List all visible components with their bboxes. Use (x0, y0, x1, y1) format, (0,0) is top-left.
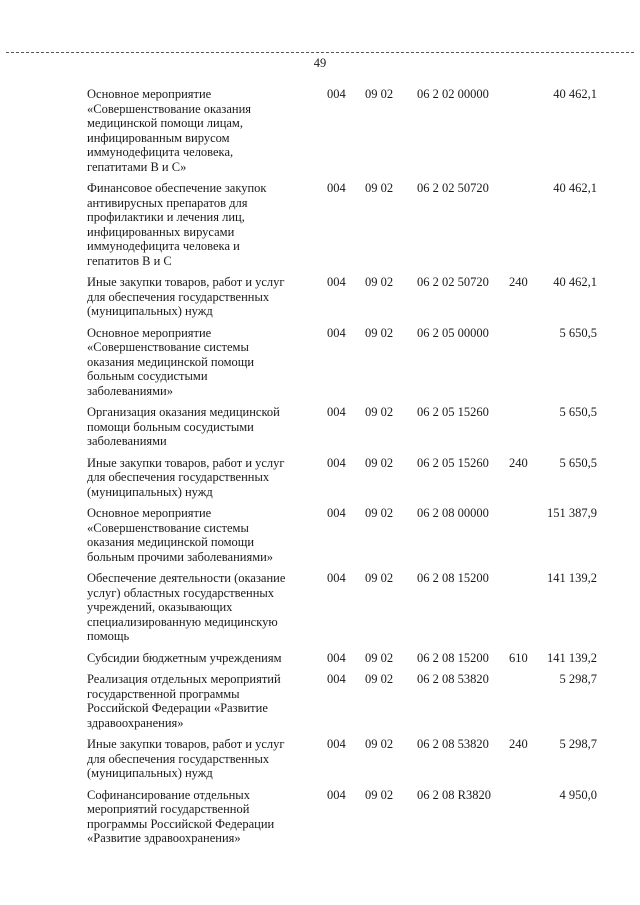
row-ved-code: 004 (327, 181, 346, 195)
row-ved-code: 004 (327, 275, 346, 289)
row-section-code: 09 02 (365, 787, 394, 802)
row-name: Иные закупки товаров, работ и услуг для обеспечения государственных (муниципальных) нужд (87, 455, 285, 499)
row-sum: 40 462,1 (553, 181, 597, 195)
row-ved-code: 004 (327, 87, 346, 101)
budget-table (87, 87, 607, 853)
row-ved-code: 004 (327, 325, 346, 340)
row-expense-type-code (509, 405, 539, 456)
row-sum: 5 650,5 (559, 325, 597, 340)
row-sum: 5 650,5 (559, 455, 597, 470)
row-ved-code: 004 (327, 737, 346, 751)
table-row (87, 456, 607, 507)
row-section-code: 09 02 (365, 506, 394, 520)
row-section-code: 09 02 (365, 571, 394, 585)
row-sum: 5 650,5 (559, 405, 597, 419)
row-expense-type-code: 240 (509, 275, 528, 289)
row-expense-type-code (509, 87, 539, 181)
row-name: Организация оказания медицинской помощи больным сосудистыми заболеваниями (87, 405, 280, 448)
row-section-code: 09 02 (365, 275, 394, 289)
budget-table-body (87, 87, 607, 853)
row-sum: 141 139,2 (547, 571, 597, 585)
row-name: Основное мероприятие «Совершенствование системы оказания медицинской помощи больным сосудистыми заболеваниями» (87, 325, 255, 398)
row-sum: 40 462,1 (553, 275, 597, 289)
row-name: Иные закупки товаров, работ и услуг для обеспечения государственных (муниципальных) нужд (87, 737, 285, 780)
row-name: Реализация отдельных мероприятий государственной программы Российской Федерации «Развитие здравоохранения» (87, 672, 281, 730)
row-name: Субсидии бюджетным учреждениям (87, 650, 282, 665)
row-target-article-code: 06 2 02 50720 (417, 181, 489, 195)
row-ved-code: 004 (327, 455, 346, 470)
row-ved-code: 004 (327, 787, 346, 802)
table-row (87, 737, 607, 788)
row-name: Основное мероприятие «Совершенствование оказания медицинской помощи лицам, инфицированным вирусом иммунодефицита человека, гепатитами В и С» (87, 87, 252, 174)
row-expense-type-code (509, 788, 539, 853)
row-ved-code: 004 (327, 650, 346, 665)
row-sum: 4 950,0 (559, 787, 597, 802)
row-section-code: 09 02 (365, 325, 394, 340)
row-target-article-code: 06 2 05 15260 (417, 455, 489, 470)
table-row (87, 651, 607, 673)
table-row (87, 275, 607, 326)
row-ved-code: 004 (327, 672, 346, 686)
row-section-code: 09 02 (365, 87, 394, 101)
row-target-article-code: 06 2 08 53820 (417, 737, 489, 751)
row-target-article-code: 06 2 08 15200 (417, 650, 489, 665)
table-row (87, 87, 607, 181)
row-ved-code: 004 (327, 571, 346, 585)
row-expense-type-code (509, 672, 539, 737)
row-target-article-code: 06 2 08 00000 (417, 506, 489, 520)
table-row (87, 571, 607, 651)
row-expense-type-code: 240 (509, 455, 528, 470)
table-row (87, 788, 607, 853)
row-sum: 141 139,2 (547, 650, 597, 665)
row-sum: 151 387,9 (547, 506, 597, 520)
row-target-article-code: 06 2 08 53820 (417, 672, 489, 686)
row-expense-type-code (509, 506, 539, 571)
row-expense-type-code: 240 (509, 737, 528, 751)
row-section-code: 09 02 (365, 650, 394, 665)
row-section-code: 09 02 (365, 405, 394, 419)
table-row (87, 672, 607, 737)
row-expense-type-code: 610 (509, 650, 528, 665)
row-ved-code: 004 (327, 405, 346, 419)
row-section-code: 09 02 (365, 181, 394, 195)
row-target-article-code: 06 2 08 15200 (417, 571, 489, 585)
table-row (87, 506, 607, 571)
row-ved-code: 004 (327, 506, 346, 520)
row-name: Финансовое обеспечение закупок антивирусных препаратов для профилактики и лечения лиц, инфицированных вирусами иммунодефицита человека и гепатитов В и С (87, 181, 267, 268)
row-section-code: 09 02 (365, 455, 394, 470)
row-name: Иные закупки товаров, работ и услуг для обеспечения государственных (муниципальных) нужд (87, 275, 285, 318)
row-section-code: 09 02 (365, 737, 394, 751)
row-sum: 40 462,1 (553, 87, 597, 101)
row-name: Основное мероприятие «Совершенствование системы оказания медицинской помощи больным прочими заболеваниями» (87, 506, 274, 564)
table-row (87, 181, 607, 275)
row-expense-type-code (509, 571, 539, 651)
row-expense-type-code (509, 181, 539, 275)
row-name: Обеспечение деятельности (оказание услуг) областных государственных учреждений, оказывающих специализированную медицинскую помощь (87, 571, 286, 643)
row-name: Софинансирование отдельных мероприятий государственной программы Российской Федерации «Развитие здравоохранения» (87, 787, 275, 845)
row-target-article-code: 06 2 05 15260 (417, 405, 489, 419)
table-row (87, 405, 607, 456)
dashed-separator-line (6, 52, 634, 53)
table-row (87, 326, 607, 406)
row-sum: 5 298,7 (559, 737, 597, 751)
row-target-article-code: 06 2 02 50720 (417, 275, 489, 289)
row-target-article-code: 06 2 08 R3820 (417, 787, 491, 802)
row-target-article-code: 06 2 02 00000 (417, 87, 489, 101)
row-sum: 5 298,7 (559, 672, 597, 686)
row-target-article-code: 06 2 05 00000 (417, 325, 489, 340)
row-expense-type-code (509, 326, 539, 406)
row-section-code: 09 02 (365, 672, 394, 686)
page-number: 49 (313, 56, 327, 70)
